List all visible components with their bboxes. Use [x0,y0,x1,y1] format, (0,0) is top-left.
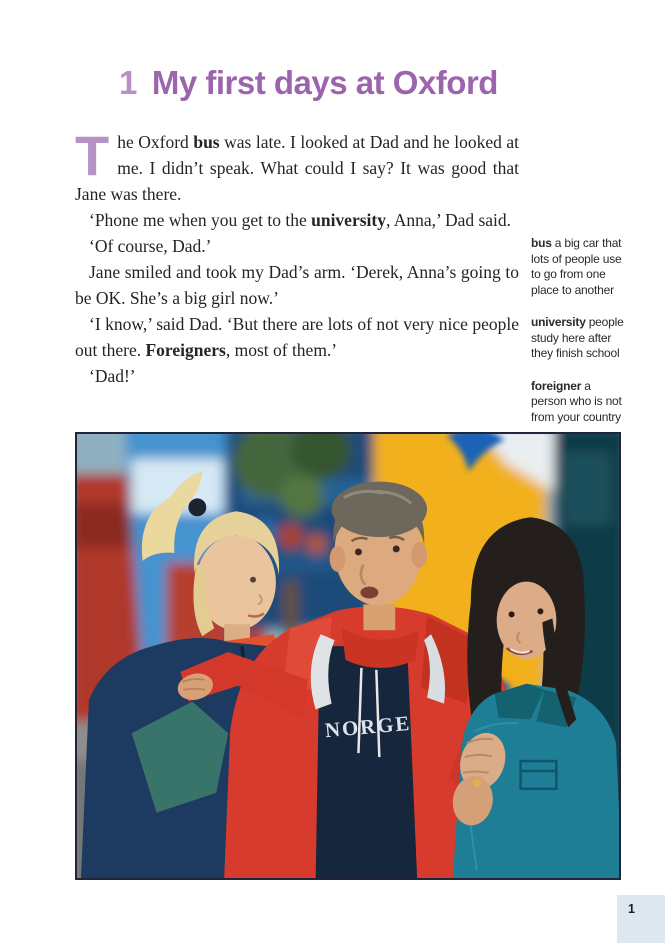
story-segment: Jane smiled and took my Dad’s arm. ‘Derek, Anna’s going to be OK. She’s a big girl now.’ [75,262,519,308]
story-paragraph [75,311,519,363]
story-photo [75,432,621,880]
glossary-entry [531,236,629,298]
story-text [75,124,520,389]
story-paragraph [75,124,520,207]
story-paragraph [75,233,519,259]
page-number: 1 [628,902,635,916]
photo-illustration [77,434,619,878]
story-segment: ‘Of course, Dad.’ [89,236,212,256]
story-paragraph [75,207,519,233]
glossary-word-foreigners: Foreigners [145,340,226,360]
glossary-definition: people study here after they finish school [531,315,624,360]
glossary-term: foreigner [531,378,582,393]
story-segment: was late. I looked at Dad and he looked at me. I didn’t speak. What could I say? It was good that Jane was there. [75,132,520,204]
story-segment: ‘I know,’ said Dad. ‘But there are lots of not very nice people out there. [75,314,519,360]
glossary-definition: a big car that lots of people use to go from one place to another [531,236,622,297]
page-title: My first days at Oxford [151,64,498,101]
story-paragraph [75,259,519,311]
shirt-text: NORGE [323,710,413,743]
story-segment: ‘Phone me when you get to the [89,210,312,230]
story-paragraph [75,363,519,389]
page-number-box [617,895,665,943]
drop-cap: T [75,124,110,187]
story-segment: , most of them.’ [225,340,338,360]
glossary-entry [531,379,629,426]
story-segment: ‘Dad!’ [89,366,136,386]
story-segment: , Anna,’ Dad said. [385,210,512,230]
glossary-word-university: university [311,210,386,230]
glossary-term: university [531,315,586,329]
glossary-sidebar [531,236,629,442]
glossary-definition: a person who is not from your country [531,378,622,424]
glossary-term: bus [531,236,552,250]
chapter-title [119,64,498,102]
glossary-entry [531,315,629,362]
glossary-word-bus: bus [193,132,220,152]
chapter-number: 1 [119,64,137,101]
story-segment: he Oxford [117,132,194,152]
